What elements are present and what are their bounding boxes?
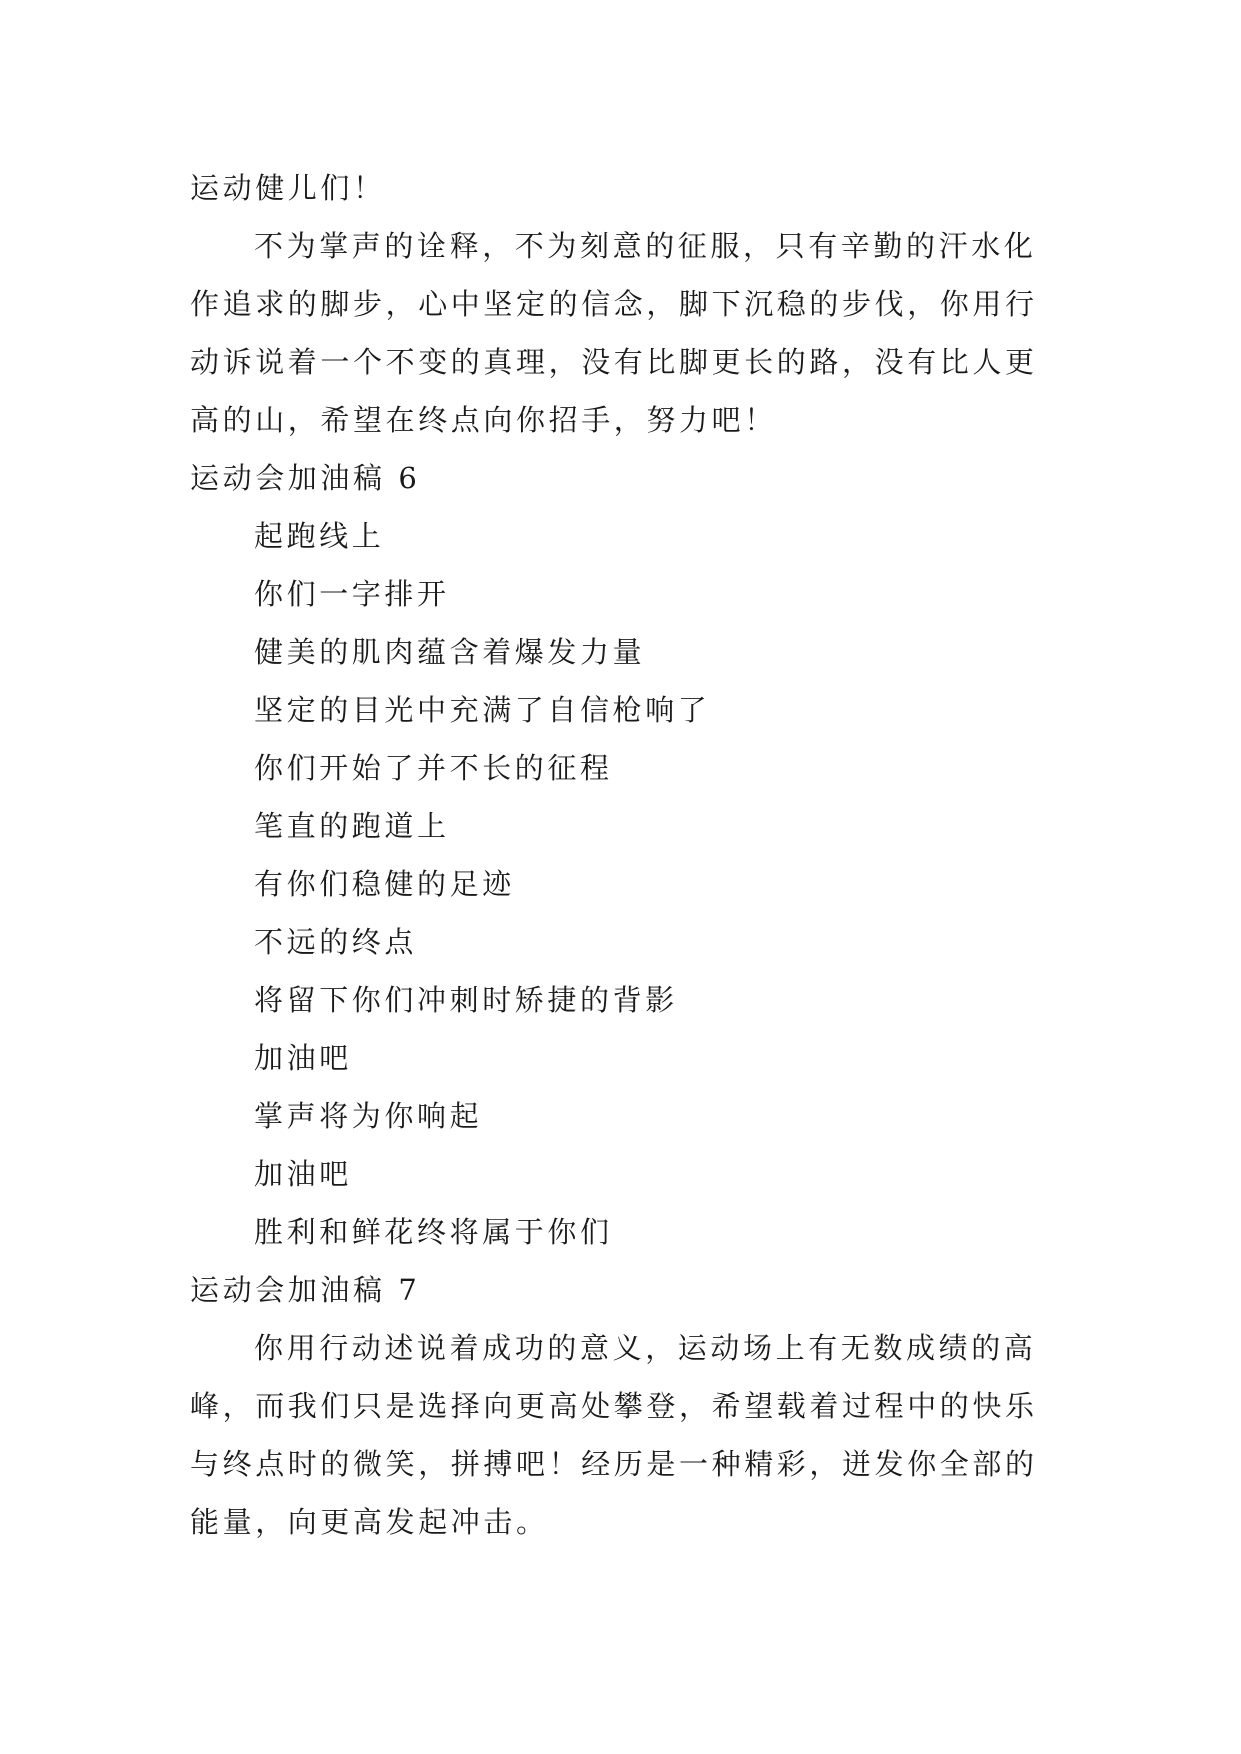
section-heading-6: 运动会加油稿 6	[190, 461, 421, 495]
paragraph-1-line-3: 动诉说着一个不变的真理，没有比脚更长的路，没有比人更	[190, 345, 1038, 379]
greeting-line: 运动健儿们！	[190, 171, 386, 205]
paragraph-7-line-1: 你用行动述说着成功的意义，运动场上有无数成绩的高	[254, 1331, 1037, 1365]
poem-line: 坚定的目光中充满了自信枪响了	[254, 693, 711, 727]
paragraph-7-line-3: 与终点时的微笑，拼搏吧！经历是一种精彩，迸发你全部的	[190, 1447, 1038, 1481]
poem-line: 掌声将为你响起	[254, 1099, 483, 1133]
poem-line: 有你们稳健的足迹	[254, 867, 515, 901]
poem-line: 健美的肌肉蕴含着爆发力量	[254, 635, 646, 669]
paragraph-7-line-2: 峰，而我们只是选择向更高处攀登，希望载着过程中的快乐	[190, 1389, 1038, 1423]
paragraph-1-line-4: 高的山，希望在终点向你招手，努力吧！	[190, 403, 777, 437]
section-heading-7: 运动会加油稿 7	[190, 1273, 421, 1307]
poem-line: 胜利和鲜花终将属于你们	[254, 1215, 613, 1249]
paragraph-1-line-2: 作追求的脚步，心中坚定的信念，脚下沉稳的步伐，你用行	[190, 287, 1038, 321]
poem-line: 加油吧	[254, 1041, 352, 1075]
poem-line: 加油吧	[254, 1157, 352, 1191]
paragraph-1-line-1: 不为掌声的诠释，不为刻意的征服，只有辛勤的汗水化	[254, 229, 1037, 263]
paragraph-7-line-4: 能量，向更高发起冲击。	[190, 1505, 549, 1539]
poem-line: 将留下你们冲刺时矫捷的背影	[254, 983, 678, 1017]
poem-line: 不远的终点	[254, 925, 418, 959]
poem-line: 你们开始了并不长的征程	[254, 751, 613, 785]
poem-line: 你们一字排开	[254, 577, 450, 611]
poem-line: 起跑线上	[254, 519, 385, 553]
document-body	[190, 159, 1052, 1551]
poem-line: 笔直的跑道上	[254, 809, 450, 843]
